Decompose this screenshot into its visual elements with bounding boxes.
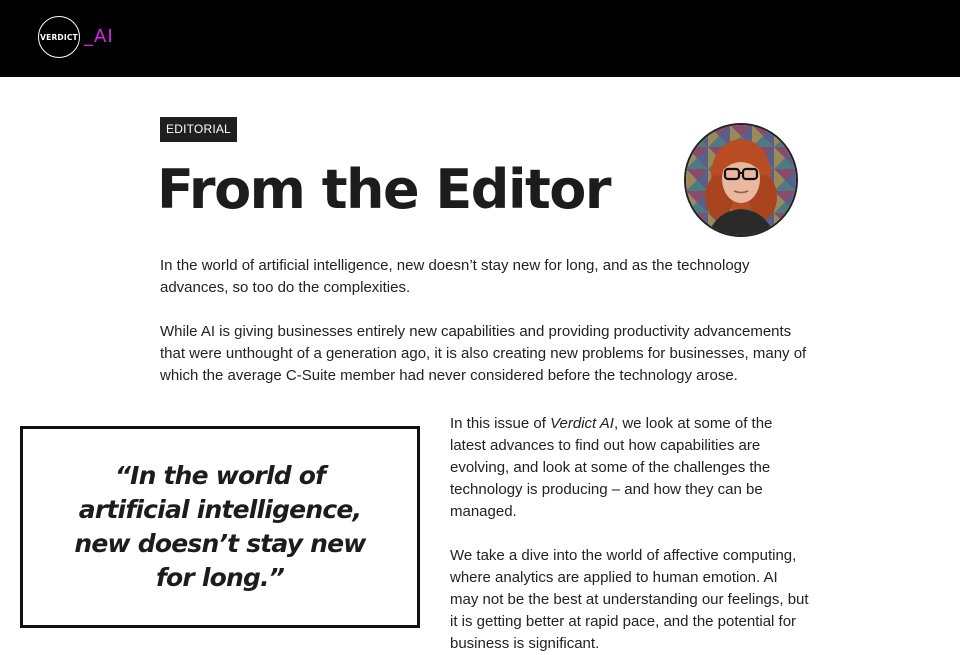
editor-avatar [684, 123, 798, 237]
site-header [0, 0, 960, 77]
pull-quote-text: “In the world of artificial intelligence, new doesn’t stay new for long.” [74, 461, 366, 592]
page-title: From the Editor [157, 158, 611, 221]
pull-quote [20, 426, 420, 628]
issue-paragraph [450, 413, 800, 523]
issue-paragraph-end: , we look at some of the latest advances to find out how capabilities are evolving, and look at some of the challenges the technology is producing – and how they can be managed. [450, 415, 773, 520]
intro-paragraph: In the world of artificial intelligence, new doesn’t stay new for long, and as the technology advances, so too do the complexities. [160, 257, 750, 296]
logo-suffix: _AI [84, 26, 114, 47]
logo-word: VERDICT [40, 32, 78, 42]
category-tag: EDITORIAL [160, 117, 237, 142]
verdict-logo[interactable] [38, 16, 80, 58]
affective-computing-paragraph: We take a dive into the world of affective computing, where analytics are applied to human emotion. AI may not be the best at understanding our feelings, but it is getting better at rapid pace, and the potential for business is significant. [450, 547, 809, 652]
issue-paragraph-start: In this issue of [450, 415, 551, 432]
editor-portrait-icon [686, 125, 796, 235]
publication-name: Verdict AI [550, 415, 614, 432]
body-paragraph: While AI is giving businesses entirely new capabilities and providing productivity advancements that were unthought of a generation ago, it is also creating new problems for businesses, many of which the average C-Suite member had never considered before the technology arose. [160, 323, 807, 384]
